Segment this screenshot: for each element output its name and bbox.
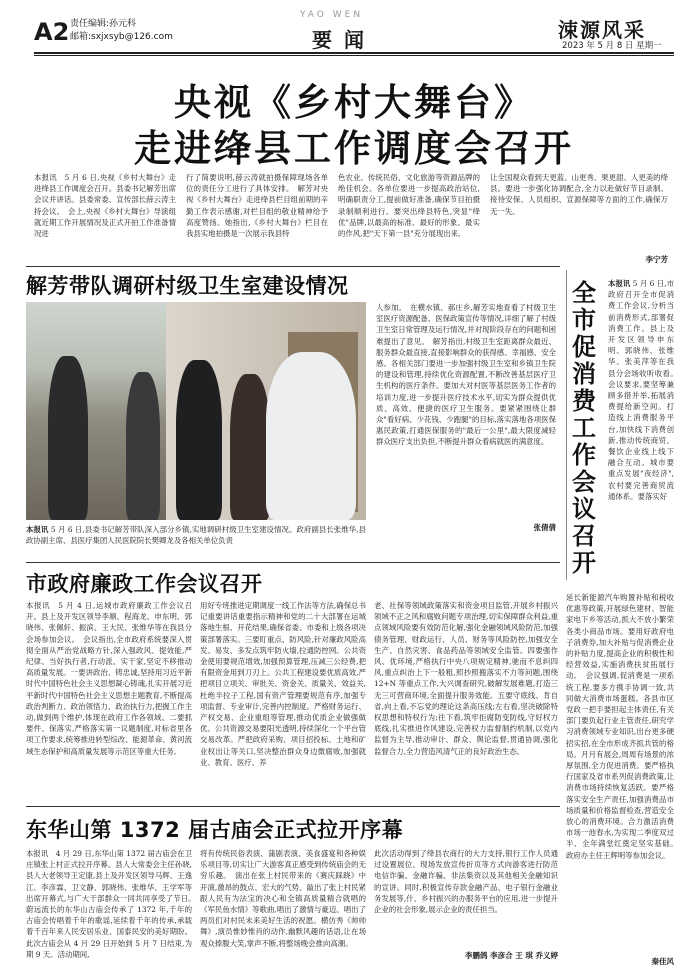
- article4-column-2: 将有传统民俗表演、蒲剧表演、美食盛宴和各种娱乐项目等,切实让广大游客真正感受到传统庙会的无穷乐趣。 演出在张上村民带来的《赛庆踩跷》中开演,激昂的鼓点、宏大的气势、敲出了张上村民紧跟人民有为法宝的决心和全镇高质量精合就唱的《军民鱼水情》等歌曲,唱出了激情与豪迈。唱出了两员们对村民未来美好生活的祝愿。横仿秀《帅帅舞》,演员惟妙惟肖的动作,幽默风趣的话语,让在场观众捧腹大笑,掌声不断,将整场晚会推向高潮。: [200, 849, 366, 948]
- article2-caption: [26, 524, 366, 560]
- newspaper-brand: 涑源风采: [558, 18, 646, 42]
- article2-caption-label: 本报讯: [26, 525, 49, 534]
- side-article-credit: 秦佳风: [651, 957, 674, 966]
- article4-column-3: 此次活动得到了绛县农商行的大力支持,银行工作人员通过设置展位、现场发放宣传折页等方式向游客进行防范电信诈骗、金融诈骗、非法集资以及其他相关金融知识的宣讲。同时,积极宣传存款金融产品、电子银行金融业务发展等,什、乡村振兴的办服务平台的应用,进一步提升企业的社会形象,展示企业的责任担当。: [374, 849, 558, 915]
- article3-column-3: 老、社保等领域政策落实和资金项目监管,开展乡村振兴领域不正之风和腐败问题专项治理,切实保障群众利益,重点领域风险要有效防范化解,强化金融领域风险防范,加强债务管理、财政运行、人员、财务等风险防控,加强安全生产、自然灾害、食品药品等领域安全监管。四要强作风、优环境,严格执行中央八项规定精神,驰而不息纠四风,重点纠治上下一般粗,照抄照搬落实不力等问题,围绕 12+N 等重点工作,大兴调查研究,破解发展难题,打造三无三可营商环境,全面提升服务效能。五要守底线、肯自省,向上看,不忘党的理论这条高压线;左右看,坚决破除特权思想和特权行为;往下看,筑牢拒腐防变防线,守好权力底线,扎实推进作风建设,完善权力监督制约机制,以党内监督为主导,推动审计、群众、舆论监督,贯通协调,强化监督合力,全力营造风清气正的良好政治生态。: [374, 601, 558, 756]
- side-article-top: [608, 278, 682, 590]
- side-article-top-text: 5 月 6 日,市政府召开全市促消费工作会议,分析当前消费形式,部署促消费工作。县上及开发区领导申东明、郭晓伟、张维华、张美萍等在我县分会场收听收看。 会议要求,要坚筹兼顾多措并举,拓展消费提给新空间。打造线上消费服务平台,加快线下消费创新,推动传统商贸、餐饮企业线上线下融合互动。城市要重点发展"夜经济",农村要完善商贸流通体系。要落实好: [608, 279, 682, 501]
- article3-column-2: 用好专班推进定期调度一线工作法等方法,确保总书记重要讲话重要指示精神和党的二十大部署在运城落地生根、开花结果,确保省委、市委和上级各项决策部署落实。三要盯重点、防风险,针对廉政风险高发、易发、多发点筑牢防火墙,拉通防控网。公共资金使用要规范增效,加强预算管理,压减三公经费,把有限资金用到刀刃上。公共工程建设要优质高效,严把项目立项关、审批关、资金关、质量关、效益关,杜绝半拉子工程,国有资产管理要规范有序,加强专项监督、专业审计,完善内控制度。严格财务运行、产权交易、企业重组等管理,推动优质企业做强做优。公共资源交易要阳光透明,持续深化一个平台管交易改革。严把政府采购、项目招投标、土地和矿业权出让等关口,坚决整治群众身边微腐败,加强就业、教育、医疗、养: [200, 601, 366, 767]
- lead-column-4: 让全国观众看到天更蓝、山更秀、果更甜、人更美的绛县。要进一步强化协调配合,全力以赴做好节目录制、接待安保、人员组织、宣源保障等方面的工作,确保万无一失。: [490, 173, 668, 216]
- article4-column-1: 本报讯 4 月 29 日,东华山第 1372 届古庙会在卫庄镇张上村正式拉开序幕。县人大常委会主任孙晓,县人大老领导王定康,县上及开发区领导马辉、王逸江、李彦霖、卫文静、郭晓伟、张维华、王学军等出席开幕式,与广大干部群众一同共同享受了节日。 蔚远流长的东华山古庙会传承了 1372 年,千年的古庙会传唱着千年的歌谣,延续着千年的传承,承载着千百年来人民安居乐业、国泰民安的美好期盼。此次古庙会从 4 月 29 日开始到 5 月 7 日结束,为期 9 天。活动期间,: [26, 849, 200, 959]
- article3-title: 市政府廉政工作会议召开: [26, 572, 263, 596]
- editor-name: 责任编辑:孙元科: [70, 19, 137, 29]
- article2-photo: [26, 302, 366, 520]
- article2-title: 解芳带队调研村级卫生室建设情况: [26, 274, 349, 298]
- divider: [26, 266, 560, 267]
- section-title: 要闻: [312, 28, 376, 52]
- article2-credit: 张倩倩: [533, 523, 556, 532]
- article4-title: 东华山第 1372 届古庙会正式拉开序幕: [26, 818, 404, 842]
- lead-column-3: 色农业、传统民俗、文化旅游等资源品牌的绝佳机会。各单位要进一步提高政治站位,明确职责分工,提前做好准备,确保节目拍摄录制顺利进行。要突出绛县特色,突显"绛优"品牌,以最高的标准、最好的形象、最实的作风,把"天下第一县"充分展现出来,: [338, 173, 480, 239]
- lead-column-1: 本报讯 5 月 6 日,央视《乡村大舞台》走进绛县工作调度会召开。县委书记解芳出席会议并讲话。县委常委、宣传部长薛云涛主持会议。 会上,央视《乡村大舞台》导演组就近期工作开展情况及正式开拍工作准备情况进: [34, 173, 176, 239]
- header-rule-thin: [34, 55, 674, 56]
- article4-credit: 李鹏鸽 李彦合 王 琪 乔义婷: [465, 951, 558, 960]
- lead-headline-line1: 央视《乡村大舞台》: [174, 81, 534, 124]
- lead-headline-line2: 走进绛县工作调度会召开: [134, 127, 574, 170]
- article3-column-1: 本报讯 5 月 4 日,运城市政府廉政工作会议召开。县上及开发区领导李顺、程海龙、申东明、郭晓伟、张佩轩、振滨、王大民、张维华等在我县分会场参加会议。 会议指出,全市政府系统要深入贯彻全面从严治党战略方针,深入强政风、提效能,严纪律、当好执行者,行动派、实干家,坚定不移推动高质量发展。一要讲政治、铸忠诚,坚持用习近平新时代中国特色社会主义思想凝心铸魂,扎实开展习近平新时代中国特色社会主义思想主题教育,不断提高政治判断力、政治领悟力、政治执行力,把握工作主动,做到两个维护,体现在政府工作各领域。二要抓要件、保落实,严格落实第一议题制度,对标省里各项工作要求,统筹推进转型综改、能源革命、黄河流域生态保护和高质量发展等示范区等重大任务,: [26, 601, 192, 756]
- divider: [26, 806, 560, 807]
- page-number: A2: [34, 18, 70, 46]
- lead-credit: 李宁芳: [645, 255, 668, 264]
- side-article-title: 全市促消费工作会议召开: [572, 279, 596, 577]
- section-pinyin: YAO WEN: [300, 10, 364, 20]
- editor-info: [70, 18, 173, 44]
- lead-column-2: 行了简要说明,薛云涛就拍摄保障现场各单位的责任分工进行了具体安排。 解芳对央视《乡村大舞台》走进绛县栏目组前期的辛勤工作表示感谢,对栏目组的敬业精神给予高度赞扬。她指出,《乡村大舞台》栏目在我县实地拍摄是一次展示我县特: [186, 173, 328, 239]
- article2-caption-text: 5 月 6 日,县委书记解芳带队深入部分乡镇,实地调研村级卫生室建设情况。政府副县长张维华,县政协副主席、县医疗集团人民医院院长樊卿龙及各相关单位负责: [26, 525, 366, 546]
- side-article-label: 本报讯: [608, 279, 631, 288]
- issue-date: 2023 年 5 月 8 日 星期一: [562, 41, 662, 51]
- divider: [26, 562, 560, 563]
- article2-body: 人参加。 在横水镇、郝庄乡,解芳实地查看了村级卫生室医疗资源配备、医保政策宣传等情况,详细了解了村级卫生室日常管理及运行情况,并对现阶段存在的问题和困难提出了意见。 解芳指出,村级卫生室距离群众最近、服务群众最直接,直接影响群众的获得感、幸福感、安全感。各相关部门要进一步加强村级卫生室和乡镇卫生院的建设和管理,持续优化资源配置,不断改善基层医疗卫生机构的医疗条件。要加大对村医等基层医务工作者的培训力度,进一步提升医疗技术水平,切实为群众提供优质、高效、便捷的医疗卫生服务。要紧紧围绕让群众"看好病、少花钱、少跑腿"的目标,落实落地各项医保惠民政策,打通医保服务的"最后一公里",最大限度减轻群众医疗支出负担,不断提升群众看病就医的满意度。: [376, 303, 556, 447]
- header-rule: [34, 52, 674, 54]
- side-article-bottom: 延长新能源汽车购置补贴和税收优惠等政策,开展绿色建材、智能家电下乡等活动,抓大不放小繁荣各类小商品市场。要用好政府电子消费券,加大补贴与促消费企业的补贴力度,提高企业的积极性和经营效益,实施消费扶贫拓展行动。 会议强调,促消费是一项系统工程,要多方携手协调一致,共同做大消费市场蛋糕。各县市区党政一把手要担起主体责任,有关部门要负起行业主管责任,研究学习消费领域专业知识,出台更多硬招实招,在全市形成齐抓共管的格局。月月有展会,周周有场景的浓厚氛围,全力促进消费。要严格执行国家及省市系列促消费政策,让消费市场持续恢复活跃。要严格落实安全生产责任,加强消费品市场质量和价格监督检查,营造安全放心的消费环境。合力激活消费市场一池春水,为实现二季度双过半、全年满堂红奠定坚实基础。 政府办主任王辉明等参加会议。: [566, 593, 682, 860]
- editor-email: 邮箱:sxjxsyb@126.com: [70, 32, 173, 42]
